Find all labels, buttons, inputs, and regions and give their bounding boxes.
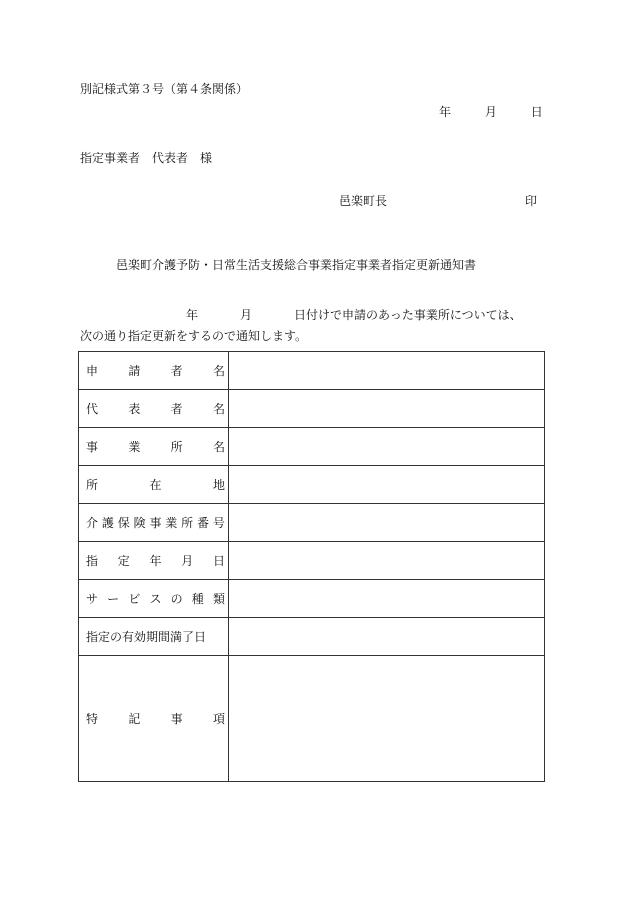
- row-label-char: 地: [212, 478, 225, 492]
- table-row: [79, 656, 545, 782]
- row-label-char: ー: [107, 592, 120, 606]
- body-line-1-text: 日付けで申請のあった事業所については、: [294, 308, 522, 322]
- row-label-char: 記: [128, 712, 141, 726]
- date-line: [439, 103, 543, 120]
- row-label-char: 護: [101, 516, 114, 530]
- row-value-care-insurance-office-number[interactable]: [229, 504, 545, 542]
- row-label-char: 表: [128, 402, 141, 416]
- seal-mark: 印: [525, 194, 538, 208]
- row-label-validity-expiry-date: [79, 618, 229, 656]
- row-label-special-notes: [79, 656, 229, 782]
- row-label-office-name: [79, 428, 229, 466]
- row-label-char: 指: [86, 554, 99, 568]
- row-label-char: 種: [191, 592, 204, 606]
- row-label-char: 事: [86, 440, 99, 454]
- row-label-char: 指定の有効期間満了日: [86, 630, 207, 644]
- table-row: [79, 428, 545, 466]
- addressee: 指定事業者 代表者 様: [80, 151, 213, 165]
- row-label-char: 所: [86, 478, 99, 492]
- document-title: 邑楽町介護予防・日常生活支援総合事業指定事業者指定更新通知書: [116, 258, 477, 272]
- row-value-service-type[interactable]: [229, 580, 545, 618]
- row-label-char: ビ: [128, 592, 141, 606]
- table-row: [79, 542, 545, 580]
- table-row: [79, 580, 545, 618]
- table-row: [79, 466, 545, 504]
- row-label-char: 代: [86, 402, 99, 416]
- row-value-special-notes[interactable]: [229, 656, 545, 782]
- row-label-char: ス: [149, 592, 162, 606]
- body-month-label: 月: [240, 308, 253, 322]
- date-month-label: 月: [484, 105, 497, 119]
- date-day-label: 日: [530, 105, 543, 119]
- row-label-char: 号: [212, 516, 225, 530]
- row-label-char: 年: [149, 554, 162, 568]
- row-label-location: [79, 466, 229, 504]
- row-value-designation-date[interactable]: [229, 542, 545, 580]
- row-label-char: 事: [170, 712, 183, 726]
- row-label-char: 名: [212, 364, 225, 378]
- row-label-char: サ: [86, 592, 99, 606]
- row-label-designation-date: [79, 542, 229, 580]
- form-number: 別記様式第３号（第４条関係）: [80, 82, 249, 96]
- row-label-char: 特: [86, 712, 99, 726]
- row-label-char: 定: [117, 554, 130, 568]
- body-year-label: 年: [186, 308, 199, 322]
- date-year-label: 年: [439, 105, 452, 119]
- row-value-location[interactable]: [229, 466, 545, 504]
- row-label-service-type: [79, 580, 229, 618]
- info-table: [78, 351, 545, 782]
- row-label-char: 介: [86, 516, 99, 530]
- row-label-char: 項: [212, 712, 225, 726]
- row-label-char: 事: [149, 516, 162, 530]
- row-label-char: 在: [149, 478, 162, 492]
- row-label-char: 名: [212, 402, 225, 416]
- row-label-char: 業: [165, 516, 178, 530]
- row-label-char: 類: [212, 592, 225, 606]
- row-label-char: 業: [128, 440, 141, 454]
- row-label-char: 月: [181, 554, 194, 568]
- row-label-char: 申: [86, 364, 99, 378]
- row-value-representative-name[interactable]: [229, 390, 545, 428]
- row-label-char: 保: [117, 516, 130, 530]
- row-label-applicant-name: [79, 352, 229, 390]
- row-label-representative-name: [79, 390, 229, 428]
- row-label-char: 者: [170, 402, 183, 416]
- table-row: [79, 390, 545, 428]
- row-label-char: 険: [133, 516, 146, 530]
- row-label-char: 番: [197, 516, 210, 530]
- row-label-char: 者: [170, 364, 183, 378]
- row-value-applicant-name[interactable]: [229, 352, 545, 390]
- table-row: [79, 352, 545, 390]
- row-value-validity-expiry-date[interactable]: [229, 618, 545, 656]
- row-label-char: 名: [212, 440, 225, 454]
- issuer-name: 邑楽町長: [339, 194, 388, 208]
- row-value-office-name[interactable]: [229, 428, 545, 466]
- row-label-char: 所: [181, 516, 194, 530]
- row-label-char: 日: [212, 554, 225, 568]
- row-label-char: 請: [128, 364, 141, 378]
- table-row: [79, 504, 545, 542]
- table-row: [79, 618, 545, 656]
- body-line-2: 次の通り指定更新をするので通知します。: [80, 329, 308, 343]
- row-label-char: の: [170, 592, 183, 606]
- row-label-char: 所: [170, 440, 183, 454]
- row-label-care-insurance-office-number: [79, 504, 229, 542]
